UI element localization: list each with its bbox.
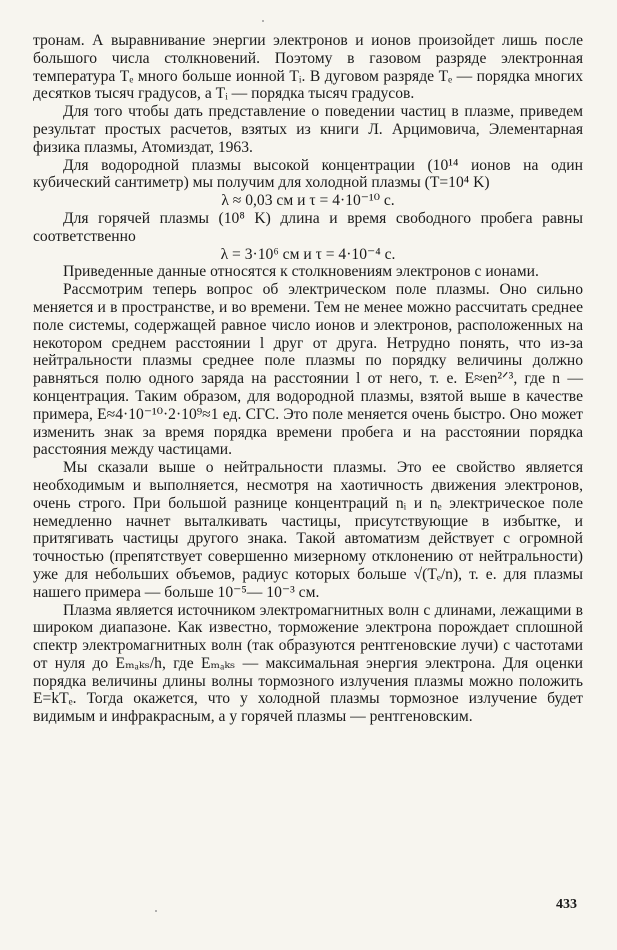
scan-speck <box>155 910 157 912</box>
scan-speck <box>262 20 264 22</box>
paragraph-8: Плазма является источником электромагнитных волн с длинами, лежащими в широком диапазоне. Как известно, торможение электрона порождает сплошной спектр электромагнитных волн (так образуются рентгеновские лучи) с частотами от нуля до Eₘₐₖₛ/h, где Eₘₐₖₛ — максимальная энергия электрона. Для оценки порядка величины длины волны тормозного излучения плазмы можно положить E=kTₑ. Тогда окажется, что у холодной плазмы тормозное излучение будет видимым и инфракрасным, а у горячей плазмы — рентгеновским. <box>33 601 583 726</box>
paragraph-3: Для водородной плазмы высокой концентрации (10¹⁴ ионов на один кубический сантиметр) мы получим для холодной плазмы (T=10⁴ K) <box>33 156 583 192</box>
formula-cold-plasma: λ ≈ 0,03 см и τ = 4·10⁻¹⁰ с. <box>221 192 395 210</box>
page-number: 433 <box>556 897 577 912</box>
paragraph-5: Приведенные данные относятся к столкновениям электронов с ионами. <box>63 263 539 281</box>
body-text <box>33 32 583 726</box>
paragraph-1: тронам. А выравнивание энергии электронов и ионов произойдет лишь после большого числа столкновений. Поэтому в газовом разряде электронная температура Tₑ много больше ионной Tᵢ. В дуговом разряде Tₑ — порядка многих десятков тысяч градусов, а Tᵢ — порядка тысяч градусов. <box>33 32 583 103</box>
paragraph-4: Для горячей плазмы (10⁸ K) длина и время свободного пробега равны соответственно <box>33 209 583 245</box>
paragraph-6: Рассмотрим теперь вопрос об электрическом поле плазмы. Оно сильно меняется и в пространстве, и во времени. Тем не менее можно рассчитать среднее поле системы, содержащей равное число ионов и электронов, расположенных на некотором среднем расстоянии l друг от друга. Нетрудно понять, что из-за нейтральности плазмы среднее поле плазмы по порядку величины должно равняться полю одного заряда на расстоянии l от него, т. е. E≈en²ᐟ³, где n — концентрация. Таким образом, для водородной плазмы, взятой выше в качестве примера, E≈4·10⁻¹⁰·2·10⁹≈1 ед. СГС. Это поле меняется очень быстро. Оно может изменить знак за время порядка времени пробега и на расстоянии порядка расстояния между частицами. <box>33 281 583 459</box>
paragraph-2: Для того чтобы дать представление о поведении частиц в плазме, приведем результат простых расчетов, взятых из книги Л. Арцимовича, Элементарная физика плазмы, Атомиздат, 1963. <box>33 103 583 156</box>
formula-hot-plasma: λ = 3·10⁶ см и τ = 4·10⁻⁴ с. <box>220 245 396 263</box>
paragraph-7: Мы сказали выше о нейтральности плазмы. Это ее свойство является необходимым и выполняется, несмотря на хаотичность движения электронов, очень строго. При большой разнице концентраций nᵢ и nₑ электрическое поле немедленно начнет выталкивать частицы, присутствующие в избытке, и притягивать частицы другого знака. Такой автоматизм действует с огромной точностью (препятствует совершенно мизерному отклонению от нейтральности) уже для небольших объемов, радиус которых больше √(Tₑ/n), т. е. для плазмы нашего примера — больше 10⁻⁵— 10⁻³ см. <box>33 459 583 601</box>
